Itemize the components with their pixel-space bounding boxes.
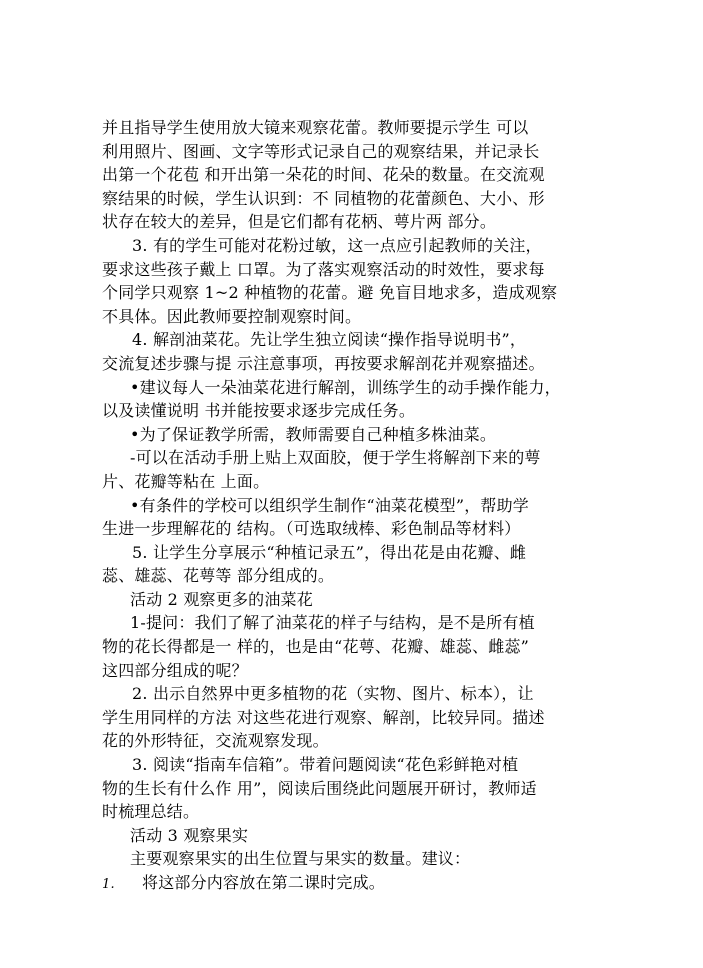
numbered-item-1: 1-提问：我们了解了油菜花的样子与结构，是不是所有植 [130,613,535,633]
paragraph-line: 生进一步理解花的 结构。（可选取绒棒、彩色制品等材料） [102,519,521,539]
paragraph-line: 要求这些孩子戴上 口罩。为了落实观察活动的时效性，要求每 [102,259,545,279]
numbered-item-3: 3. 有的学生可能对花粉过敏，这一点应引起教师的关注， [132,235,542,255]
paragraph-line: 这四部分组成的呢？ [102,660,248,680]
paragraph-line: 主要观察果实的出生位置与果实的数量。建议： [130,849,471,869]
list-item-text: 将这部分内容放在第二课时完成。 [142,873,386,892]
paragraph-line: 物的生长有什么作 用”，阅读后围绕此问题展开研讨，教师适 [102,778,537,798]
paragraph-line: 时梳理总结。 [102,802,200,822]
numbered-item-4: 4. 解剖油菜花。先让学生独立阅读“操作指导说明书”， [132,330,527,350]
bullet-item: •建议每人一朵油菜花进行解剖，训练学生的动手操作能力， [130,377,561,397]
paragraph-line: 出第一个花苞 和开出第一朵花的时间、花朵的数量。在交流观 [102,165,545,185]
document-body [102,116,610,895]
numbered-item-3b: 3. 阅读“指南车信箱”。带着问题阅读“花色彩鲜艳对植 [132,755,519,775]
paragraph-line: 蕊、雄蕊、花萼等 部分组成的。 [102,566,335,586]
paragraph-line: 片、花瓣等粘在 上面。 [102,471,270,491]
paragraph-line: 并且指导学生使用放大镜来观察花蕾。教师要提示学生 可以 [102,118,529,137]
list-line [102,871,610,895]
numbered-item-2: 2. 出示自然界中更多植物的花（实物、图片、标本），让 [132,684,534,704]
numbered-item-5: 5. 让学生分享展示“种植记录五”，得出花是由花瓣、雌 [132,542,527,562]
paragraph-line: 利用照片、图画、文字等形式记录自己的观察结果，并记录长 [102,141,540,161]
list-marker: 1. [102,877,115,892]
paragraph-line: 以及读懂说明 书并能按要求逐步完成任务。 [102,401,416,421]
paragraph-line: 状存在较大的差异，但是它们都有花柄、萼片两 部分。 [102,212,497,232]
bullet-item: •为了保证教学所需，教师需要自己种植多株油菜。 [130,424,497,444]
paragraph-line: 察结果的时候，学生认识到：不 同植物的花蕾颜色、大小、形 [102,188,545,208]
paragraph-line: 物的花长得都是一 样的，也是由“花萼、花瓣、雄蕊、雌蕊” [102,637,530,657]
paragraph-line: 交流复述步骤与提 示注意事项，再按要求解剖花并观察描述。 [102,353,545,373]
bullet-item: -可以在活动手册上贴上双面胶，便于学生将解剖下来的萼 [130,448,541,468]
paragraph-line: 不具体。因此教师要控制观察时间。 [102,306,362,326]
activity-heading: 活动 3 观察果实 [130,825,249,845]
paragraph-line: 个同学只观察 1~2 种植物的花蕾。避 免盲目地求多，造成观察 [102,283,558,303]
bullet-item: •有条件的学校可以组织学生制作“油菜花模型”，帮助学 [130,495,529,515]
paragraph-line: 学生用同样的方法 对这些花进行观察、解剖，比较异同。描述 [102,707,545,727]
activity-heading: 活动 2 观察更多的油菜花 [130,589,313,609]
paragraph-line: 花的外形特征，交流观察发现。 [102,731,329,751]
